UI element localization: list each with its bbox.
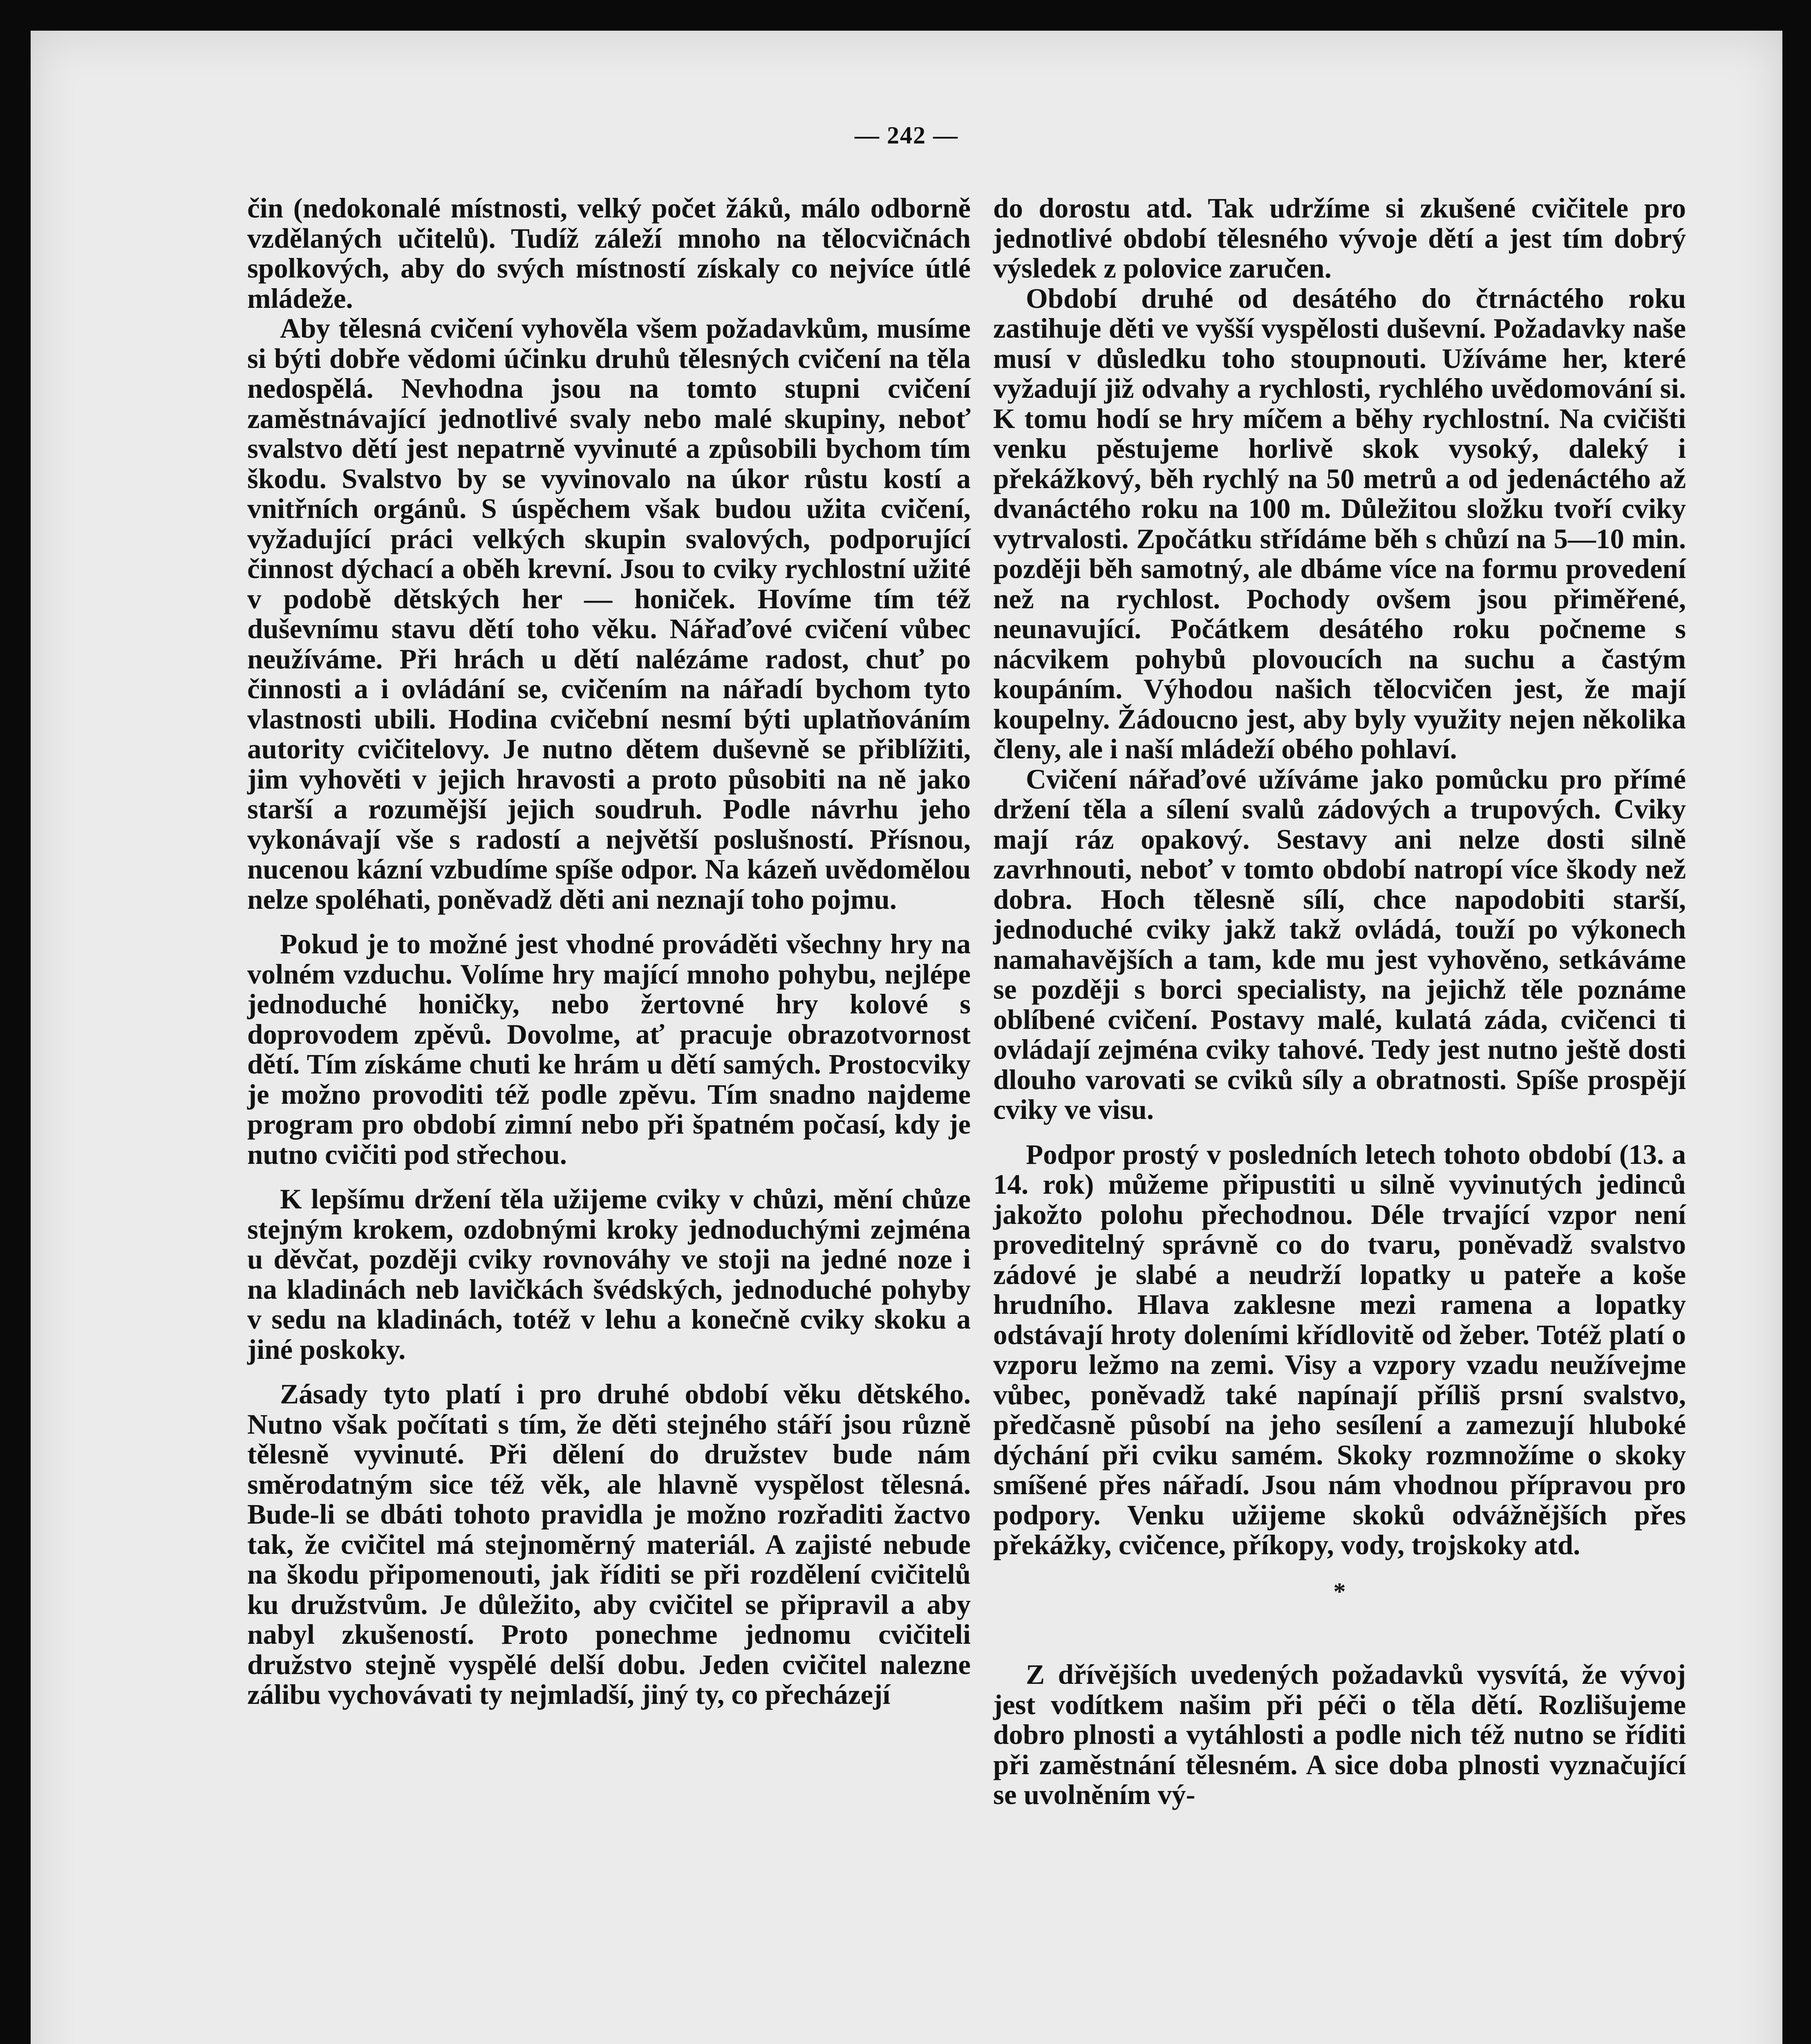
paragraph: Podpor prostý v posledních letech tohoto období (13. a 14. rok) můžeme připustiti u silně vyvinutých jedinců jakožto polohu přechodnou. Déle trvající vzpor není proveditelný správně co do tvaru, poněvadž svalstvo zádové je slabé a neudrží lopatky u pateře a koše hrudního. Hlava zaklesne mezi ramena a lopatky odstávají hroty doleními křídlovitě od žeber. Totéž platí o vzporu ležmo na zemi. Visy a vzpory vzadu neužívejme vůbec, poněvadž také napínají příliš prsní svalstvo, předčasně působí na jeho sesílení a zamezují hluboké dýchání při cviku samém. Skoky rozmnožíme o skoky smíšené přes nářadí. Jsou nám vhodnou přípravou pro podpory. Venku užijeme skoků odvážnějších přes překážky, cvičence, příkopy, vody, trojskoky atd.: [993, 1139, 1686, 1560]
paragraph: do dorostu atd. Tak udržíme si zkušené cvičitele pro jednotlivé období tělesného vývoje dětí a jest tím dobrý výsledek z polovice zaručen.: [993, 193, 1686, 284]
left-column: [247, 193, 971, 1710]
paragraph: K lepšímu držení těla užijeme cviky v chůzi, mění chůze stejným krokem, ozdobnými kroky jednoduchými zejména u děvčat, později cviky rovnováhy ve stoji na jedné noze i na kladinách neb lavičkách švédských, jednoduché pohyby v sedu na kladinách, totéž v lehu a konečně cviky skoku a jiné poskoky.: [247, 1183, 971, 1365]
page-number: — 242 —: [855, 122, 958, 149]
paragraph: Pokud je to možné jest vhodné prováděti všechny hry na volném vzduchu. Volíme hry mající mnoho pohybu, nejlépe jednoduché honičky, nebo žertovné hry kolové s doprovodem zpěvů. Dovolme, ať pracuje obrazotvornost dětí. Tím získáme chuti ke hrám u dětí samých. Prostocviky je možno provoditi též podle zpěvu. Tím snadno najdeme program pro období zimní nebo při špatném počasí, kdy je nutno cvičiti pod střechou.: [247, 928, 971, 1170]
book-page: [31, 31, 1782, 2044]
paragraph: čin (nedokonalé místnosti, velký počet žáků, málo odborně vzdělaných učitelů). Tudíž záleží mnoho na tělocvičnách spolkových, aby do svých místností získaly co nejvíce útlé mládeže.: [247, 193, 971, 314]
paragraph: Cvičení nářaďové užíváme jako pomůcku pro přímé držení těla a sílení svalů zádových a trupových. Cviky mají ráz opakový. Sestavy ani nelze dosti silně zavrhnouti, neboť v tomto období natropí více škody než dobra. Hoch tělesně sílí, chce napodobiti starší, jednoduché cviky jakž takž ovládá, touží po výkonech namahavějších a tam, kde mu jest vyhověno, setkáváme se později s borci specialisty, na jejichž těle poznáme oblíbené cvičení. Postavy malé, kulatá záda, cvičenci ti ovládají zejména cviky tahové. Tedy jest nutno ještě dosti dlouho varovati se cviků síly a obratnosti. Spíše prospějí cviky ve visu.: [993, 763, 1686, 1125]
paragraph: Z dřívějších uvedených požadavků vysvítá, že vývoj jest vodítkem našim při péči o těla dětí. Rozlišujeme dobro plnosti a vytáhlosti a podle nich též nutno se říditi při zaměstnání tělesném. A sice doba plnosti vyznačující se uvolněním vý-: [993, 1659, 1686, 1810]
paragraph: Zásady tyto platí i pro druhé období věku dětského. Nutno však počítati s tím, že děti stejného stáří jsou různě tělesně vyvinuté. Při dělení do družstev bude nám směrodatným sice též věk, ale hlavně vyspělost tělesná. Bude-li se dbáti tohoto pravidla je možno rozřaditi žactvo tak, že cvičitel má stejnoměrný materiál. A zajisté nebude na škodu připomenouti, jak říditi se při rozdělení cvičitelů ku družstvům. Je důležito, aby cvičitel se připravil a aby nabyl zkušeností. Proto ponechme jednomu cvičiteli družstvo stejně vyspělé delší dobu. Jeden cvičitel nalezne zálibu vychovávati ty nejmladší, jiný ty, co přecházejí: [247, 1378, 971, 1710]
paragraph: Období druhé od desátého do čtrnáctého roku zastihuje děti ve vyšší vyspělosti duševní. Požadavky naše musí v důsledku toho stoupnouti. Užíváme her, které vyžadují již odvahy a rychlosti, rychlého uvědomování si. K tomu hodí se hry míčem a běhy rychlostní. Na cvičišti venku pěstujeme horlivě skok vysoký, daleký i překážkový, běh rychlý na 50 metrů a od jedenáctého až dvanáctého roku na 100 m. Důležitou složku tvoří cviky vytrvalosti. Zpočátku střídáme běh s chůzí na 5—10 min. později běh samotný, ale dbáme více na formu provedení než na rychlost. Pochody ovšem jsou přiměřené, neunavující. Počátkem desátého roku počneme s nácvikem pohybů plovoucích na suchu a častým koupáním. Výhodou našich tělocvičen jest, že mají koupelny. Žádoucno jest, aby byly využity nejen několika členy, ale i naší mládeží obého pohlaví.: [993, 282, 1686, 764]
section-separator: *: [1333, 1578, 1346, 1605]
right-column: [993, 193, 1686, 1810]
paragraph: Aby tělesná cvičení vyhověla všem požadavkům, musíme si býti dobře vědomi účinku druhů tělesných cvičení na těla nedospělá. Nevhodna jsou na tomto stupni cvičení zaměstnávající jednotlivé svaly nebo malé skupiny, neboť svalstvo dětí jest nepatrně vyvinuté a způsobili bychom tím škodu. Svalstvo by se vyvinovalo na úkor růstu kostí a vnitřních orgánů. S úspěchem však budou užita cvičení, vyžadující práci velkých skupin svalových, podporující činnost dýchací a oběh krevní. Jsou to cviky rychlostní užité v podobě dětských her — honiček. Hovíme tím též duševnímu stavu dětí toho věku. Nářaďové cvičení vůbec neužíváme. Při hrách u dětí nalézáme radost, chuť po činnosti a i ovládání se, cvičením na nářadí bychom tyto vlastnosti ubili. Hodina cvičební nesmí býti uplatňováním autority cvičitelovy. Je nutno dětem duševně se přiblížiti, jim vyhověti v jejich hravosti a proto působiti na ně jako starší a rozumější jejich soudruh. Podle návrhu jeho vykonávají vše s radostí a největší poslušností. Přísnou, nucenou kázní vzbudíme spíše odpor. Na kázeň uvědomělou nelze spoléhati, poněvadž děti ani neznají toho pojmu.: [247, 313, 971, 915]
